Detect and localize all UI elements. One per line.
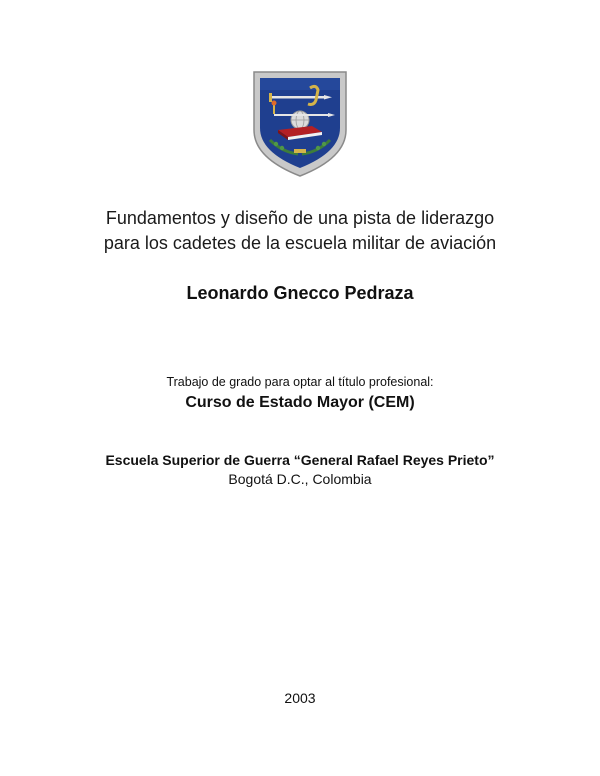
document-title xyxy=(0,206,600,256)
degree-title: Curso de Estado Mayor (CEM) xyxy=(185,394,415,411)
author-name: Leonardo Gnecco Pedraza xyxy=(186,283,414,303)
institution-name: Escuela Superior de Guerra “General Rafael Reyes Prieto” xyxy=(105,452,495,468)
institution-location: Bogotá D.C., Colombia xyxy=(228,471,372,487)
document-year: 2003 xyxy=(284,690,316,706)
degree-intro-text: Trabajo de grado para optar al título profesional: xyxy=(166,375,434,389)
military-shield-emblem-icon xyxy=(252,70,348,178)
document-title-line-1: Fundamentos y diseño de una pista de liderazgo xyxy=(105,208,495,228)
document-title-line-2: para los cadetes de la escuela militar de aviación xyxy=(103,233,497,253)
